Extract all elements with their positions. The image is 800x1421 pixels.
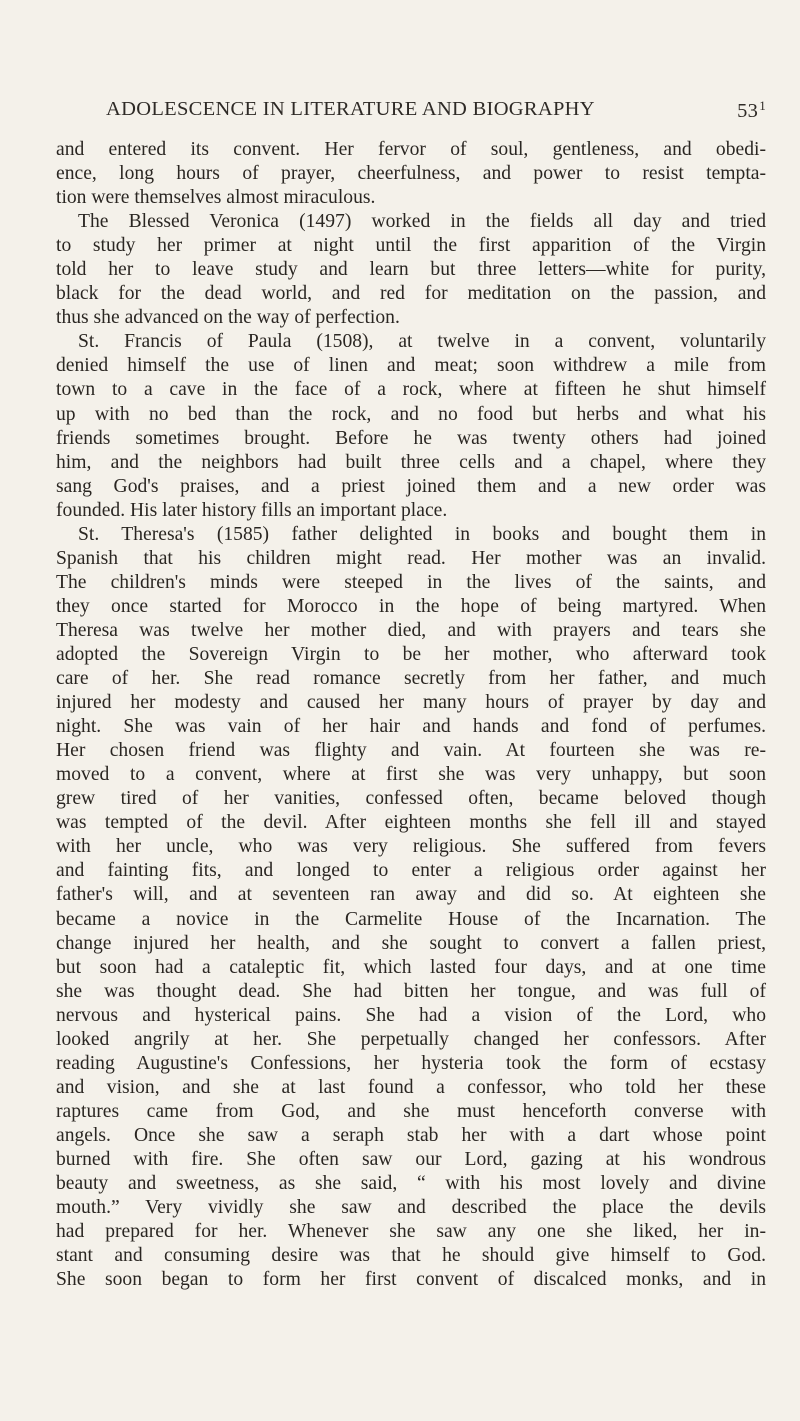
text-line: stant and consuming desire was that he should give himself to God. <box>56 1245 766 1267</box>
text-line: him, and the neighbors had built three cells and a chapel, where they <box>56 451 766 473</box>
text-line: and entered its convent. Her fervor of soul, gentleness, and obedi- <box>56 139 766 160</box>
text-line: burned with fire. She often saw our Lord, gazing at his wondrous <box>56 1148 766 1170</box>
text-line: She soon began to form her first convent of discalced monks, and in <box>56 1269 766 1291</box>
body-text <box>56 138 766 1292</box>
page-number-value: 53 <box>737 100 759 122</box>
text-line: but soon had a cataleptic fit, which lasted four days, and at one time <box>56 956 766 978</box>
text-line: and vision, and she at last found a confessor, who told her these <box>56 1076 766 1098</box>
text-line: The Blessed Veronica (1497) worked in the fields all day and tried <box>78 211 766 233</box>
text-line: she was thought dead. She had bitten her tongue, and was full of <box>56 980 766 1002</box>
page-number <box>737 98 766 123</box>
text-line: ence, long hours of prayer, cheerfulness, and power to resist tempta- <box>56 163 766 185</box>
text-line: beauty and sweetness, as she said, “ with his most lovely and divine <box>56 1173 766 1195</box>
text-line: raptures came from God, and she must henceforth converse with <box>56 1100 766 1122</box>
text-line: moved to a convent, where at first she was very unhappy, but soon <box>56 764 766 786</box>
text-line: and fainting fits, and longed to enter a religious order against her <box>56 860 766 882</box>
text-line: town to a cave in the face of a rock, where at fifteen he shut himself <box>56 379 766 401</box>
page-number-superscript: 1 <box>759 98 766 113</box>
text-line: denied himself the use of linen and meat; soon withdrew a mile from <box>56 355 766 377</box>
text-line: adopted the Sovereign Virgin to be her mother, who afterward took <box>56 643 766 665</box>
text-line: grew tired of her vanities, confessed often, became beloved though <box>56 788 766 810</box>
text-line: St. Theresa's (1585) father delighted in books and bought them in <box>78 523 766 545</box>
text-line: tion were themselves almost miraculous. <box>56 187 376 209</box>
text-line: Theresa was twelve her mother died, and with prayers and tears she <box>56 619 766 641</box>
text-line: angels. Once she saw a seraph stab her with a dart whose point <box>56 1124 766 1146</box>
text-line: Spanish that his children might read. Her mother was an invalid. <box>56 547 766 569</box>
text-line: thus she advanced on the way of perfection. <box>56 307 400 329</box>
text-line: friends sometimes brought. Before he was twenty others had joined <box>56 427 766 449</box>
text-line: The children's minds were steeped in the lives of the saints, and <box>56 571 766 593</box>
text-line: looked angrily at her. She perpetually changed her confessors. After <box>56 1028 766 1050</box>
text-line: was tempted of the devil. After eighteen months she fell ill and stayed <box>56 812 766 834</box>
text-line: founded. His later history fills an important place. <box>56 499 448 521</box>
text-line: with her uncle, who was very religious. She suffered from fevers <box>56 836 766 858</box>
text-line: father's will, and at seventeen ran away and did so. At eighteen she <box>56 884 766 906</box>
text-line: reading Augustine's Confessions, her hysteria took the form of ecstasy <box>56 1052 766 1074</box>
text-line: St. Francis of Paula (1508), at twelve in a convent, voluntarily <box>78 331 766 353</box>
text-line: care of her. She read romance secretly from her father, and much <box>56 668 766 690</box>
text-line: Her chosen friend was flighty and vain. At fourteen she was re- <box>56 740 766 762</box>
text-line: mouth.” Very vividly she saw and described the place the devils <box>56 1197 766 1219</box>
text-line: to study her primer at night until the first apparition of the Virgin <box>56 235 766 257</box>
text-line: became a novice in the Carmelite House of the Incarnation. The <box>56 908 766 930</box>
running-head <box>106 98 766 123</box>
text-line: black for the dead world, and red for meditation on the passion, and <box>56 283 766 305</box>
text-line: they once started for Morocco in the hope of being martyred. When <box>56 595 766 617</box>
text-line: had prepared for her. Whenever she saw any one she liked, her in- <box>56 1221 766 1243</box>
text-line: told her to leave study and learn but three letters—white for purity, <box>56 259 766 281</box>
text-line: sang God's praises, and a priest joined them and a new order was <box>56 475 766 497</box>
running-head-title: ADOLESCENCE IN LITERATURE AND BIOGRAPHY <box>106 98 595 120</box>
text-line: injured her modesty and caused her many hours of prayer by day and <box>56 692 766 714</box>
text-line: change injured her health, and she sought to convert a fallen priest, <box>56 932 766 954</box>
text-line: nervous and hysterical pains. She had a vision of the Lord, who <box>56 1004 766 1026</box>
text-line: night. She was vain of her hair and hands and fond of perfumes. <box>56 716 766 738</box>
text-line: up with no bed than the rock, and no food but herbs and what his <box>56 403 766 425</box>
